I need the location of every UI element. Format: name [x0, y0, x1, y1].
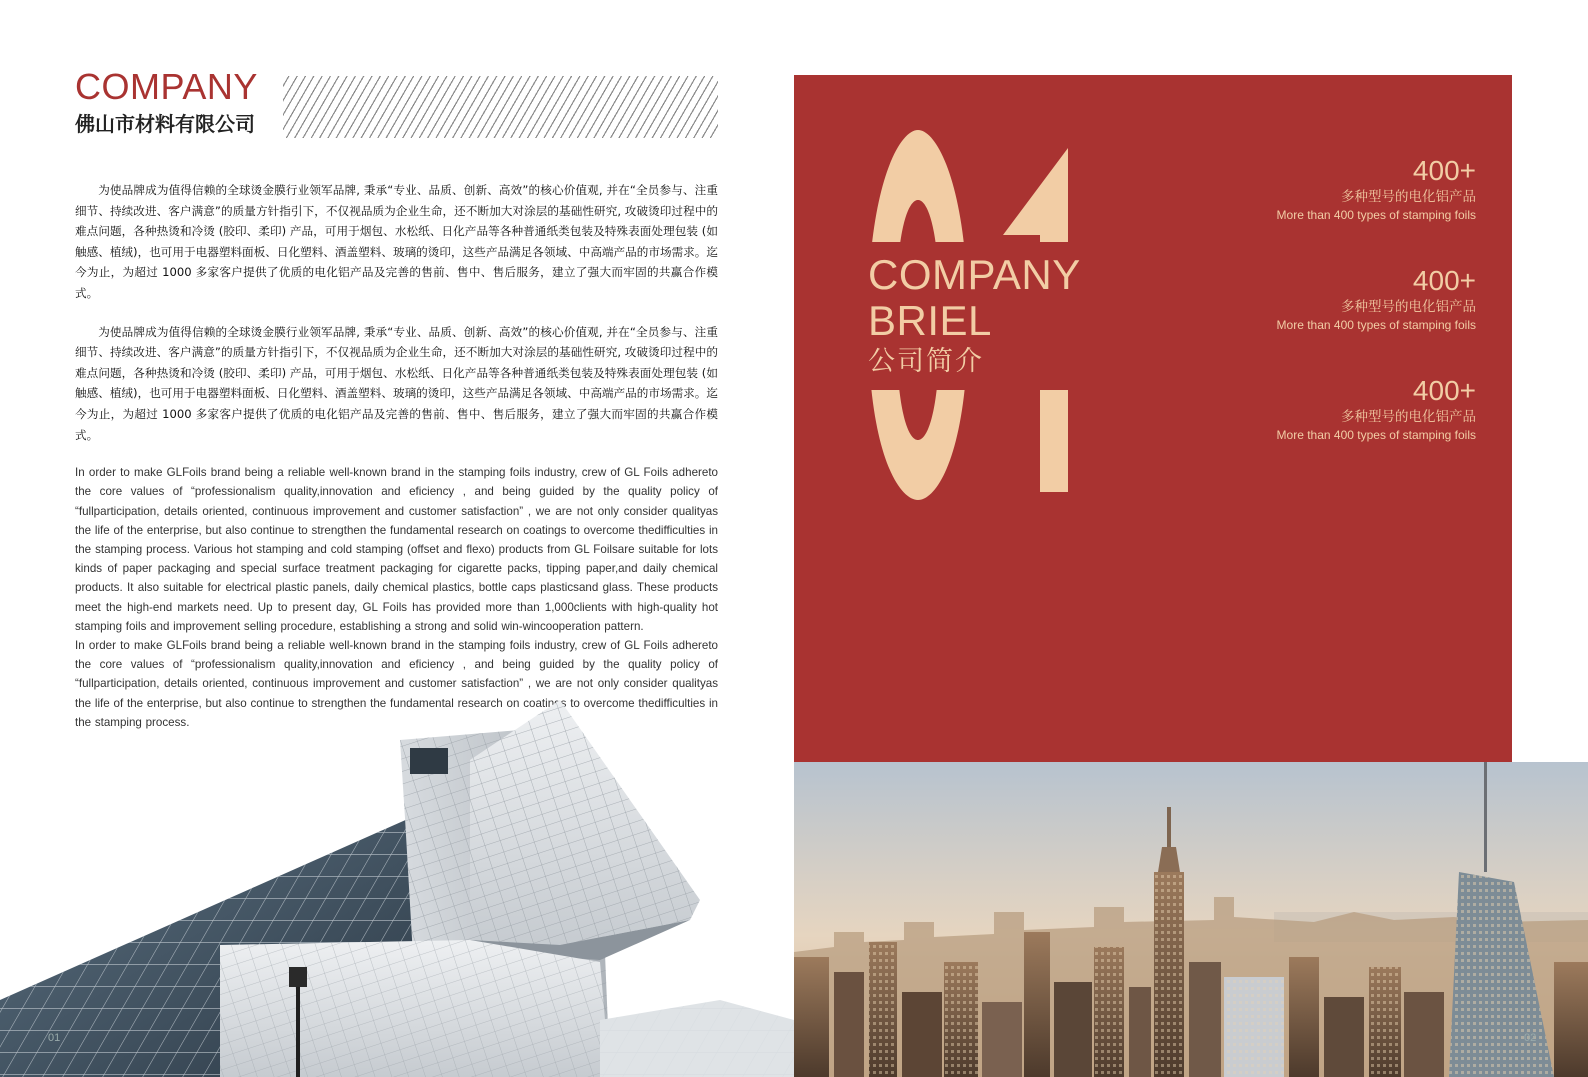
cn-paragraph-2: 为使品牌成为值得信赖的全球烫金膜行业领军品牌, 秉承“专业、品质、创新、高效”的核心价值观, 并在“全员参与、注重细节、持续改进、客户满意”的质量方针指引下，不仅视品质为企业生命，还不断加大对涂层的基础性研究, 攻破烫印过程中的难点问题，各种热烫和冷烫 (胶印、柔印) 产品，可用于烟包、水松纸、日化产品等各种普通纸类包装及特殊表面处理包装 (如触感、植绒)，也可用于电器塑料面板、日化塑料、酒盖塑料、玻璃的烫印，这些产品满足各领域、中高端产品的市场需求。迄今为止，为超过 1000 多家客户提供了优质的电化铝产品及完善的售前、售中、售后服务，建立了强大而牢固的共赢合作模式。 [75, 324, 718, 442]
page-number-left: 01 [48, 1032, 61, 1044]
hatch-decoration [283, 76, 718, 138]
stat-label-cn: 多种型号的电化铝产品 [1341, 189, 1476, 205]
stat-label-en: More than 400 types of stamping foils [1276, 428, 1476, 442]
stat-item [1176, 375, 1476, 444]
cn-paragraph-1: 为使品牌成为值得信赖的全球烫金膜行业领军品牌, 秉承“专业、品质、创新、高效”的核心价值观, 并在“全员参与、注重细节、持续改进、客户满意”的质量方针指引下，不仅视品质为企业生命，还不断加大对涂层的基础性研究, 攻破烫印过程中的难点问题，各种热烫和冷烫 (胶印、柔印) 产品，可用于烟包、水松纸、日化产品等各种普通纸类包装及特殊表面处理包装 (如触感、植绒)，也可用于电器塑料面板、日化塑料、酒盖塑料、玻璃的烫印，这些产品满足各领域、中高端产品的市场需求。迄今为止，为超过 1000 多家客户提供了优质的电化铝产品及完善的售前、售中、售后服务，建立了强大而牢固的共赢合作模式。 [75, 183, 718, 300]
stat-label-cn: 多种型号的电化铝产品 [1341, 409, 1476, 425]
body-text [75, 180, 718, 732]
en-paragraph-1: In order to make GLFoils brand being a reliable well-known brand in the stamping foils industry, crew of GL Foils adhereto the core values of “professionalism quality,innovation and eficiency , and being guided by the quality policy of “fullparticipation, details oriented, continuous improvement and customer satisfaction” , we are not only consider qualityas the life of the enterprise, but also continue to strengthen the fundamental research on coatings to overcome thedifficulties in the stamping process. Various hot stamping and cold stamping (offset and flexo) products from GL Foilsare suitable for lots kinds of paper packaging and special surface treatment packaging for cigarette packs, tipping paper,and daily chemical products. It also suitable for electrical plastic panels, daily chemical plastics, bottle caps plasticsand glass. These products meet the high-end markets need. Up to present day, GL Foils has provided more than 1,000clients with high-quality hot stamping foils and improvement selling procedure, establishing a strong and solid win-wincooperation pattern. [75, 466, 718, 633]
city-skyline-photo [794, 762, 1588, 1077]
heading-title-cn: 佛山市材料有限公司 [75, 112, 255, 136]
heading-title-en: COMPANY [75, 66, 258, 107]
stat-value: 400+ [1412, 265, 1476, 296]
panel-title [868, 252, 1081, 380]
stat-value: 400+ [1412, 375, 1476, 406]
building-photo [0, 700, 794, 1077]
en-paragraph-2: In order to make GLFoils brand being a reliable well-known brand in the stamping foils industry, crew of GL Foils adhereto the core values of “professionalism quality,innovation and eficiency , and being guided by the quality policy of “fullparticipation, details oriented, continuous improvement and customer satisfaction” , we are not only consider qualityas the life of the enterprise, but also continue to strengthen the fundamental research on coatings to overcome thedifficulties in the stamping process. [75, 638, 718, 729]
stat-label-en: More than 400 types of stamping foils [1276, 318, 1476, 332]
panel-title-line-1: COMPANY [868, 251, 1081, 298]
stat-label-en: More than 400 types of stamping foils [1276, 208, 1476, 222]
stat-item [1176, 155, 1476, 224]
page-number-right: 02 [1524, 1032, 1537, 1044]
panel-title-line-2: BRIEL [868, 297, 992, 344]
stat-value: 400+ [1412, 155, 1476, 186]
panel-title-cn: 公司简介 [868, 346, 984, 377]
page-heading [75, 68, 258, 138]
stat-item [1176, 265, 1476, 334]
stat-label-cn: 多种型号的电化铝产品 [1341, 299, 1476, 315]
